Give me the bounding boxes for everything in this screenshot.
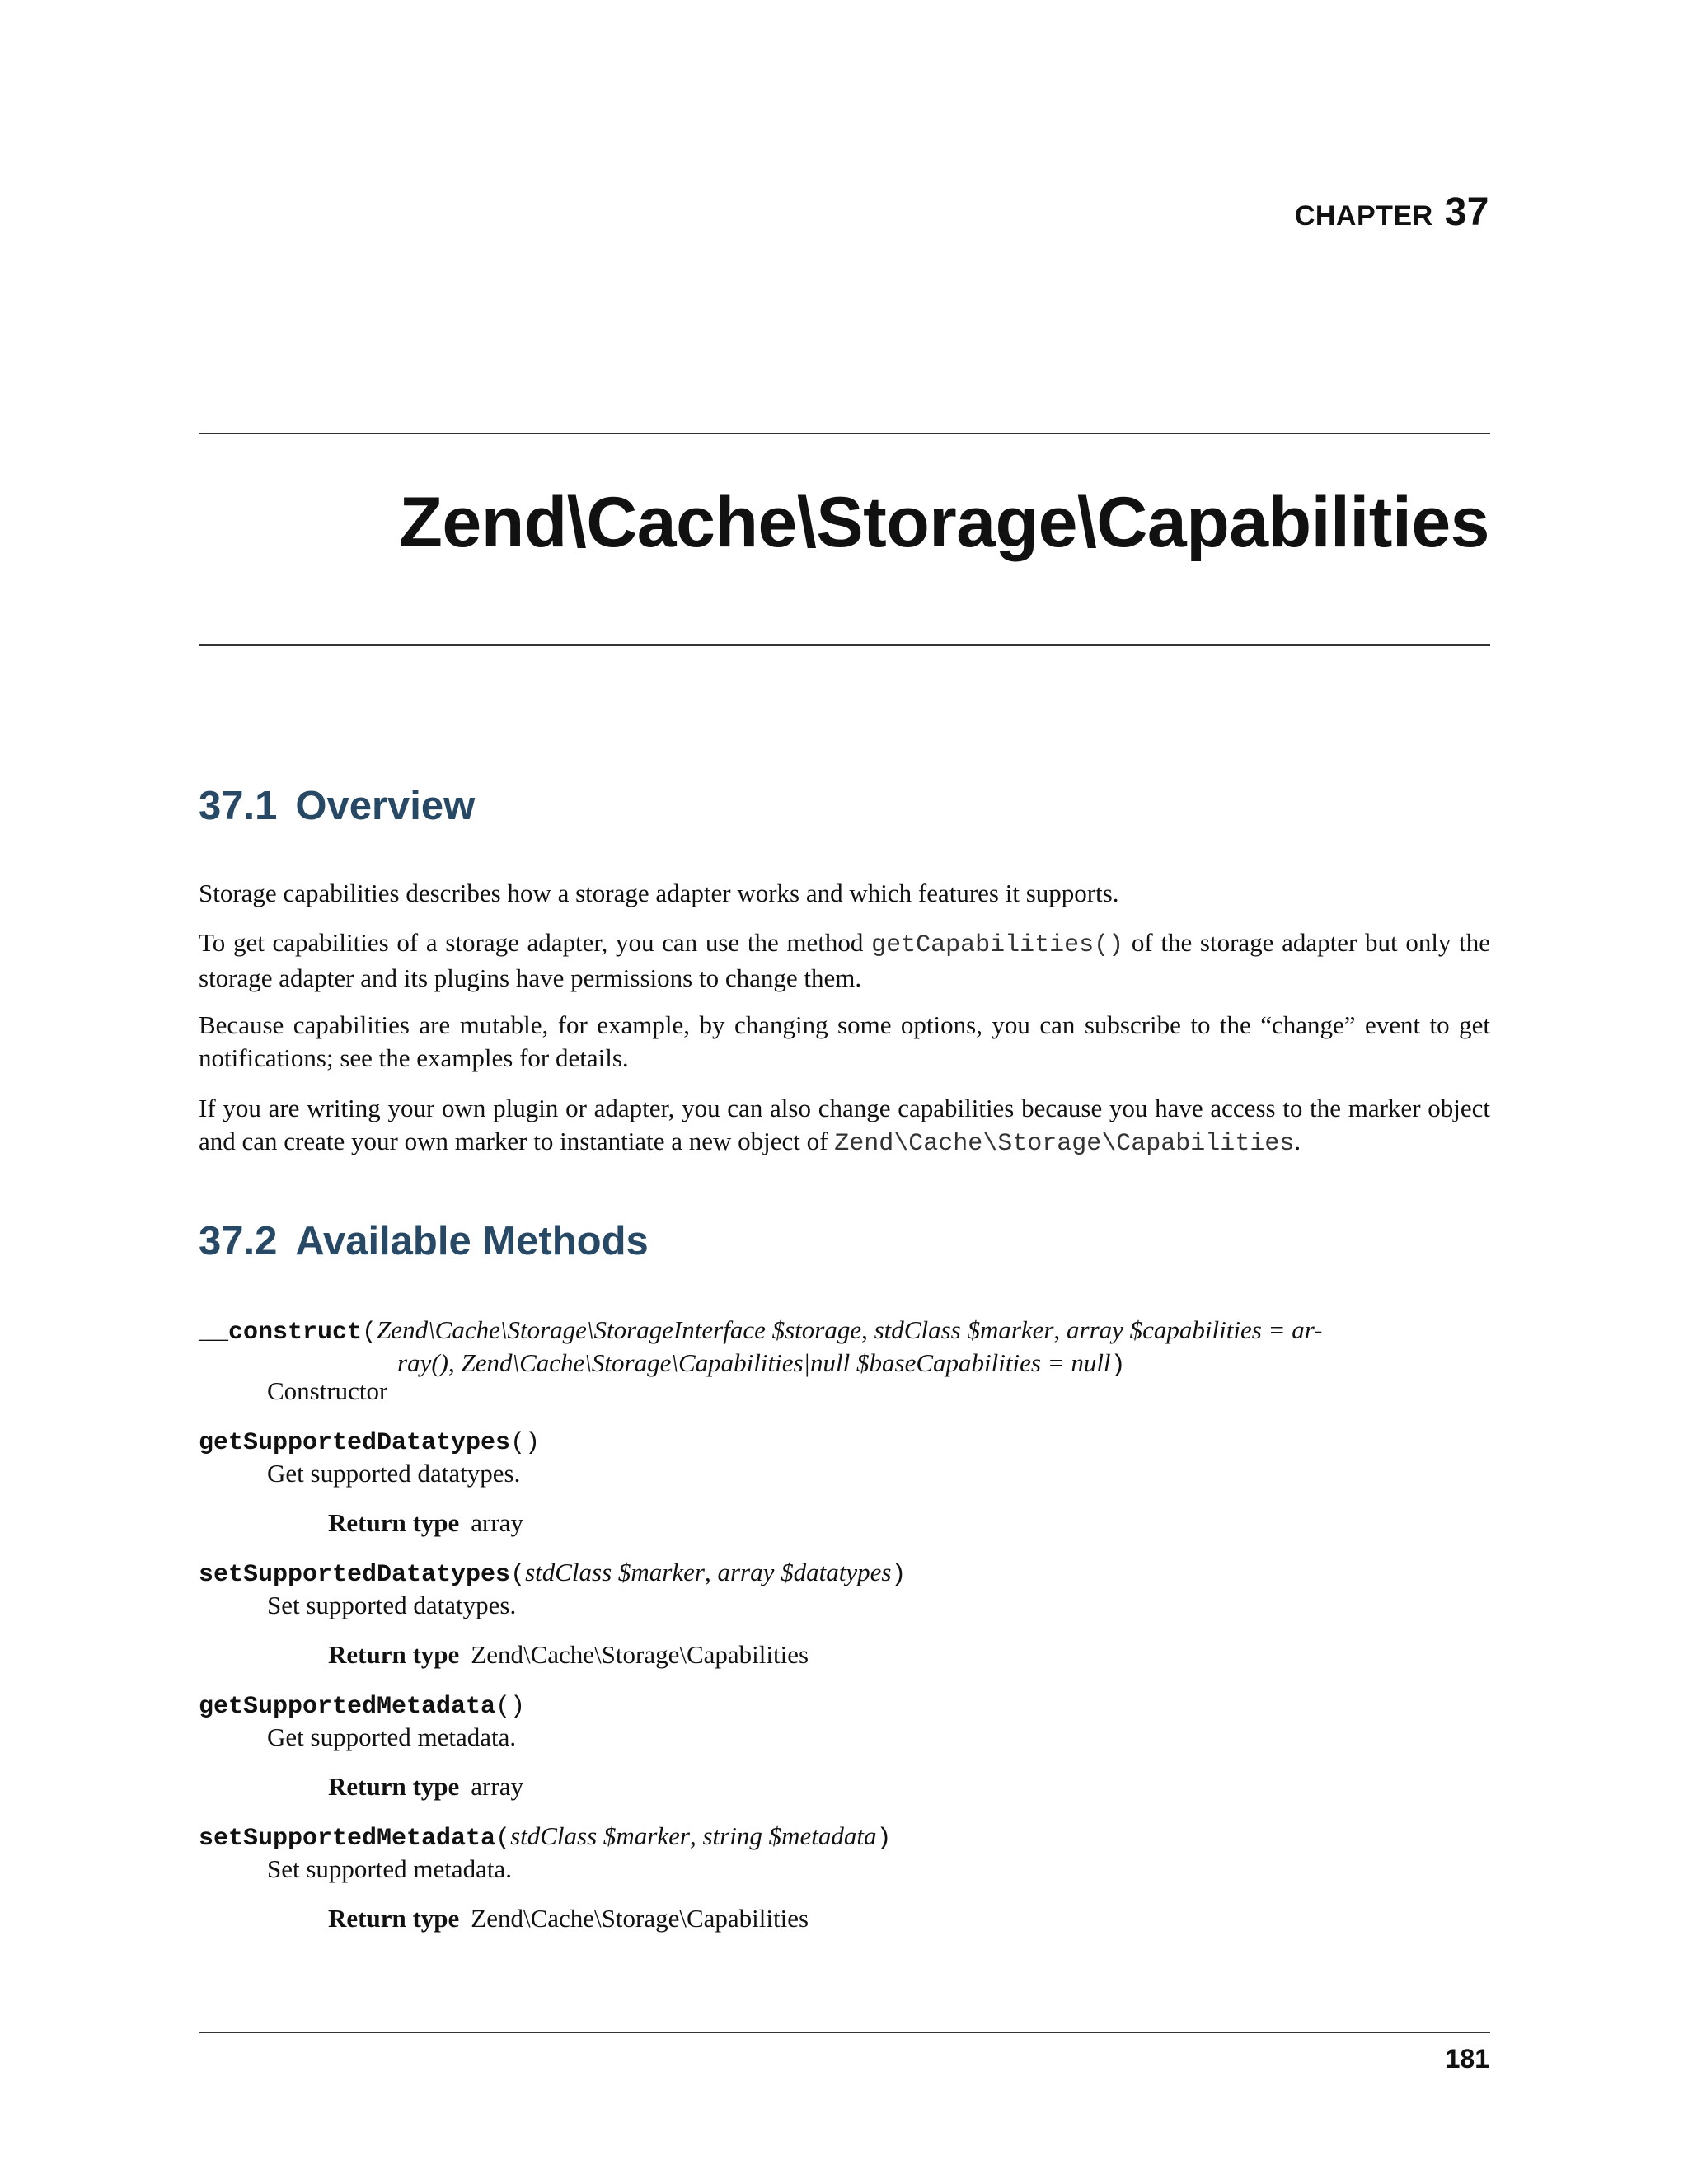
- section-number: 37.1: [199, 784, 278, 828]
- paragraph-text: .: [1294, 1127, 1301, 1155]
- close-paren: ): [876, 1825, 892, 1853]
- param: array $datatypes: [717, 1558, 892, 1586]
- chapter-label: [1295, 190, 1489, 235]
- method-description: Constructor: [267, 1376, 388, 1405]
- paragraph-text: of the storage adapter but only the storage adapter and its plugins have permissions to change them.: [199, 928, 1490, 992]
- close-paren: ): [1110, 1352, 1126, 1380]
- paragraph-text: To get capabilities of a storage adapter, you can use the method: [199, 928, 872, 957]
- param: Zend\Cache\Storage\Capabilities|null $baseCapabilities = null: [461, 1348, 1111, 1377]
- overview-paragraph-2: [199, 926, 1490, 995]
- return-type-value: Zend\Cache\Storage\Capabilities: [471, 1640, 809, 1669]
- param: stdClass $marker: [874, 1315, 1054, 1344]
- method-name: __construct: [199, 1319, 363, 1347]
- overview-paragraph-3: Because capabilities are mutable, for example, by changing some options, you can subscribe to the “change” event to get notifications; see the examples for details.: [199, 1010, 1490, 1072]
- method-description: Get supported metadata.: [267, 1722, 517, 1751]
- return-type-value: Zend\Cache\Storage\Capabilities: [471, 1904, 809, 1933]
- method-description: Get supported datatypes.: [267, 1459, 521, 1488]
- chapter-number: 37: [1444, 190, 1489, 234]
- return-type-row: [328, 1902, 809, 1935]
- param: ray(): [397, 1348, 448, 1377]
- section-number: 37.2: [199, 1219, 278, 1263]
- param-separator: ,: [861, 1315, 874, 1344]
- param-separator: ,: [689, 1821, 703, 1850]
- param-separator: ,: [1053, 1315, 1067, 1344]
- method-name: setSupportedDatatypes: [199, 1561, 511, 1589]
- return-type-value: array: [471, 1772, 523, 1801]
- overview-paragraph-4: [199, 1092, 1490, 1160]
- open-paren: (: [495, 1825, 511, 1853]
- close-paren: ): [891, 1561, 907, 1589]
- method-description: Set supported metadata.: [267, 1854, 512, 1883]
- method-name: setSupportedMetadata: [199, 1825, 496, 1853]
- section-heading-text: Available Methods: [295, 1219, 649, 1263]
- return-type-row: [328, 1638, 809, 1671]
- param: array $capabilities = ar-: [1067, 1315, 1323, 1344]
- footer-rule: [199, 2032, 1490, 2033]
- return-type-value: array: [471, 1508, 523, 1537]
- return-type-label: Return type: [328, 1772, 460, 1801]
- overview-paragraph-1: Storage capabilities describes how a storage adapter works and which features it supports.: [199, 879, 1119, 907]
- param: stdClass $marker: [525, 1558, 705, 1586]
- section-heading-overview: [199, 783, 475, 829]
- chapter-word: CHAPTER: [1294, 200, 1433, 232]
- section-heading-text: Overview: [295, 784, 476, 828]
- inline-code: Zend\Cache\Storage\Capabilities: [834, 1130, 1295, 1158]
- method-signature-getSupportedDatatypes: [199, 1424, 1490, 1460]
- return-type-row: [328, 1770, 523, 1803]
- param: string $metadata: [702, 1821, 877, 1850]
- param-separator: ,: [448, 1348, 462, 1377]
- method-params: (): [510, 1429, 541, 1457]
- inline-code: getCapabilities(): [871, 931, 1124, 959]
- section-heading-available-methods: [199, 1218, 649, 1264]
- title-bottom-rule: [199, 644, 1490, 646]
- method-name: getSupportedMetadata: [199, 1693, 496, 1721]
- chapter-title: Zend\Cache\Storage\Capabilities: [399, 483, 1489, 562]
- return-type-label: Return type: [328, 1508, 460, 1537]
- method-params: (): [495, 1693, 526, 1721]
- return-type-row: [328, 1507, 523, 1540]
- page-number: 181: [1445, 2044, 1489, 2074]
- param-separator: ,: [704, 1558, 718, 1586]
- param: stdClass $marker: [510, 1821, 690, 1850]
- method-signature-getSupportedMetadata: [199, 1688, 1490, 1723]
- param: Zend\Cache\Storage\StorageInterface $storage: [377, 1315, 862, 1344]
- return-type-label: Return type: [328, 1640, 460, 1669]
- return-type-label: Return type: [328, 1904, 460, 1933]
- paragraph-text: If you are writing your own plugin or adapter, you can also change capabilities because you have access to the marker object and can create your own marker to instantiate a new object of: [199, 1094, 1490, 1155]
- method-description: Set supported datatypes.: [267, 1591, 517, 1619]
- method-signature-construct: [199, 1314, 1490, 1349]
- method-signature-setSupportedDatatypes: [199, 1556, 1490, 1591]
- open-paren: (: [362, 1319, 377, 1347]
- method-name: getSupportedDatatypes: [199, 1429, 511, 1457]
- method-signature-construct-continued: [397, 1347, 1490, 1382]
- title-top-rule: [199, 433, 1490, 434]
- open-paren: (: [510, 1561, 526, 1589]
- method-signature-setSupportedMetadata: [199, 1820, 1490, 1855]
